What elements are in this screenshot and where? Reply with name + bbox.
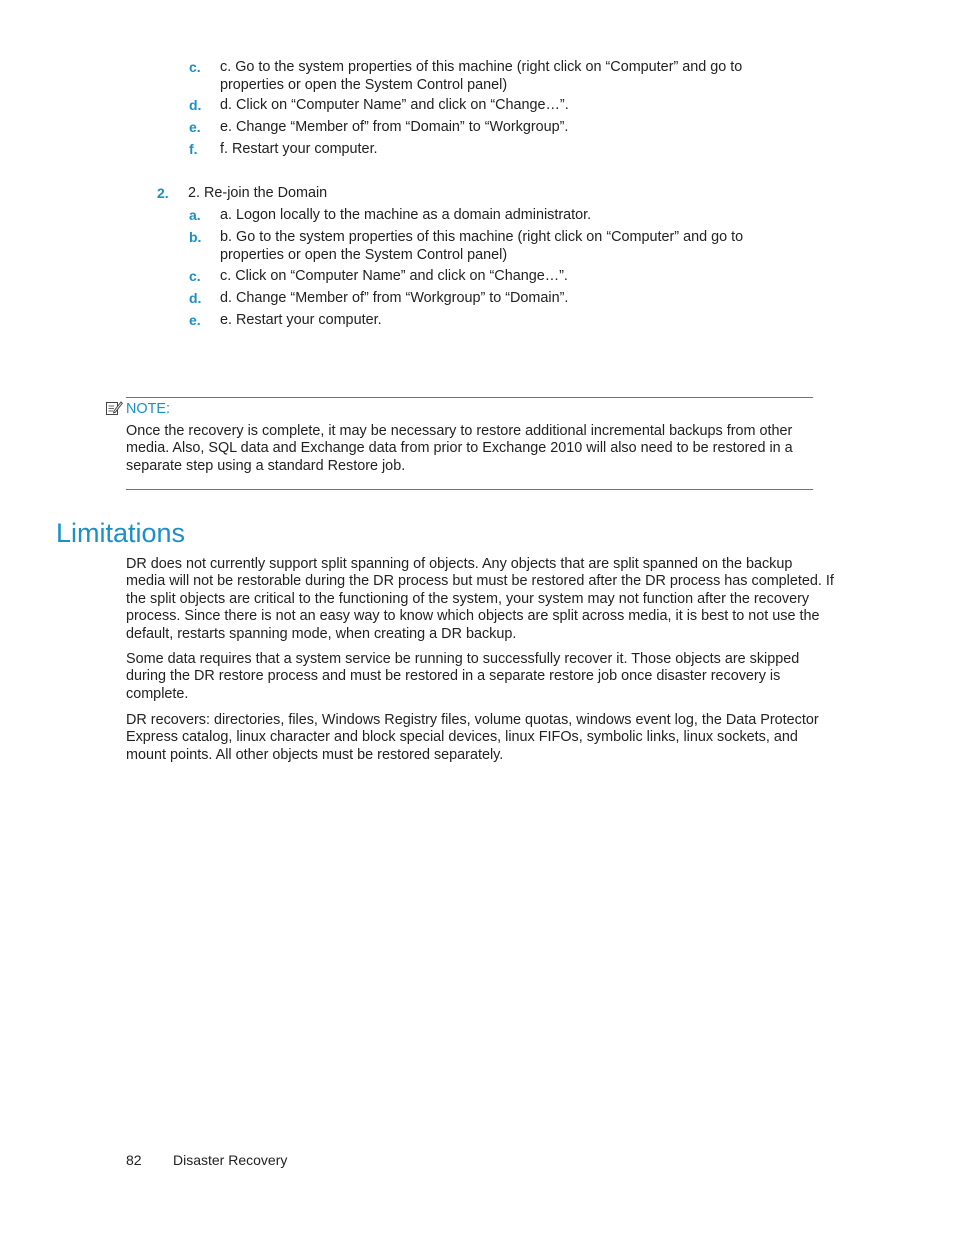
note-top-rule — [126, 397, 813, 398]
note-pencil-icon — [105, 399, 123, 417]
list-marker: a. — [189, 207, 201, 223]
note-text: Once the recovery is complete, it may be necessary to restore additional incremental backups from other media. Also, SQL data and Exchange data from prior to Exchange 2010 will also need to be restored in a separate step using a standard Restore job. — [126, 423, 793, 474]
list-item-text: d. Change “Member of” from “Workgroup” to “Domain”. — [220, 290, 569, 306]
chapter-title: Disaster Recovery — [173, 1152, 288, 1168]
list-item-text: e. Restart your computer. — [220, 312, 382, 328]
paragraph: DR recovers: directories, files, Windows Registry files, volume quotas, windows event log, the Data Protector Express catalog, linux character and block special devices, linux FIFOs, symbolic links, linux sockets, and mount points. All other objects must be restored separately. — [126, 712, 819, 763]
list-item-text: b. Go to the system properties of this machine (right click on “Computer” and go to properties or open the System Control panel) — [220, 229, 744, 263]
paragraph: DR does not currently support split spanning of objects. Any objects that are split spanned on the backup media will not be restorable during the DR process but must be restored after the DR process has completed. If the split objects are critical to the functioning of the system, your system may not function after the recovery process. Since there is not an easy way to know which objects are split across media, it is best to not use the default, restarts spanning mode, when creating a DR backup. — [126, 556, 834, 642]
section-heading: Limitations — [56, 518, 186, 548]
list-item-text: a. Logon locally to the machine as a domain administrator. — [220, 207, 592, 223]
note-bottom-rule — [126, 489, 813, 490]
list-item-text: d. Click on “Computer Name” and click on “Change…”. — [220, 97, 569, 113]
list-marker: f. — [189, 141, 198, 157]
list-marker: c. — [189, 59, 201, 75]
paragraph: Some data requires that a system service be running to successfully recover it. Those objects are skipped during the DR restore process and must be restored in a separate restore job once disaster recovery is complete. — [126, 651, 800, 702]
list-marker: d. — [189, 97, 202, 113]
list-item-text: c. Click on “Computer Name” and click on “Change…”. — [220, 268, 568, 284]
list-marker: d. — [189, 290, 202, 306]
list-marker: b. — [189, 229, 202, 245]
list-item-text: f. Restart your computer. — [220, 141, 378, 157]
list-item-text: e. Change “Member of” from “Domain” to “Workgroup”. — [220, 119, 569, 135]
list-marker: e. — [189, 312, 201, 328]
list-item-text: c. Go to the system properties of this machine (right click on “Computer” and go to properties or open the System Control panel) — [220, 59, 743, 93]
list-marker: e. — [189, 119, 201, 135]
list-marker: c. — [189, 268, 201, 284]
note-label: NOTE: — [126, 401, 170, 417]
page-number: 82 — [126, 1152, 142, 1168]
step-2-text: 2. Re-join the Domain — [188, 185, 328, 201]
list-marker: 2. — [157, 185, 169, 201]
